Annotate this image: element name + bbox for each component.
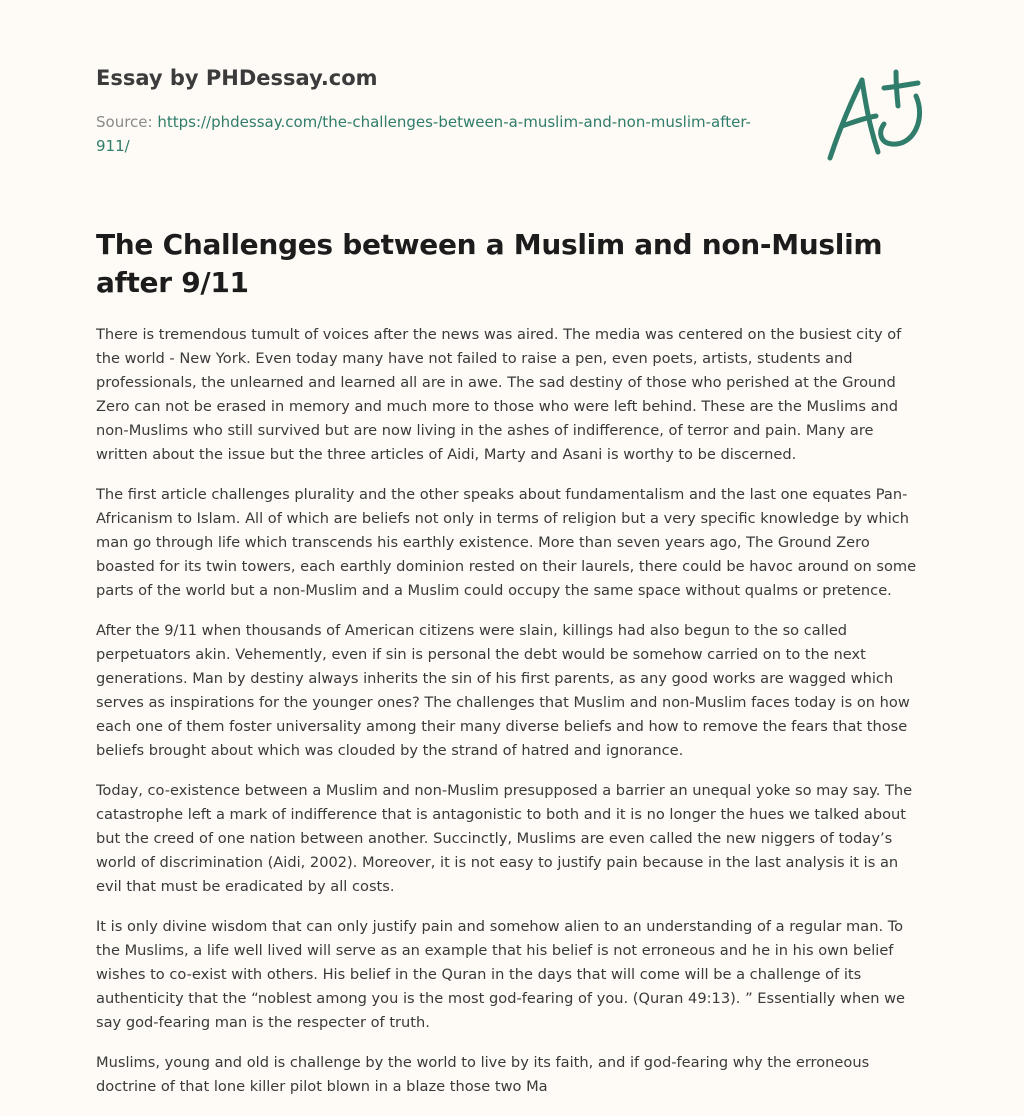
site-header <box>96 64 776 158</box>
source-link[interactable]: https://phdessay.com/the-challenges-between-a-muslim-and-non-muslim-after-911/ <box>96 113 751 155</box>
essay-title: The Challenges between a Muslim and non-Muslim after 9/11 <box>96 228 883 299</box>
site-brand: Essay by PHDessay.com <box>96 66 378 90</box>
essay-paragraph: It is only divine wisdom that can only justify pain and somehow alien to an understanding of a regular man. To the Muslims, a life well lived will serve as an example that his belief is not erroneous and he in his own belief wishes to co-exist with others. His belief in the Quran in the days that will come will be a challenge of its authenticity that the “noblest among you is the most god-fearing of you. (Quran 49:13). ” Essentially when we say god-fearing man is the respecter of truth. <box>96 918 905 1031</box>
source-label: Source: <box>96 113 158 131</box>
source-line <box>96 110 756 158</box>
essay-paragraph: Today, co-existence between a Muslim and non-Muslim presupposed a barrier an unequal yoke so may say. The catastrophe left a mark of indifference that is antagonistic to both and it is no longer the hues we talked about but the creed of one nation between another. Succinctly, Muslims are even called the new niggers of today’s world of discrimination (Aidi, 2002). Moreover, it is not easy to justify pain because in the last analysis it is an evil that must be eradicated by all costs. <box>96 782 913 895</box>
a-plus-grade-icon <box>820 66 930 166</box>
essay-body <box>96 323 928 1115</box>
essay-paragraph: There is tremendous tumult of voices after the news was aired. The media was centered on the busiest city of the world - New York. Even today many have not failed to raise a pen, even poets, artists, students and professionals, the unlearned and learned all are in awe. The sad destiny of those who perished at the Ground Zero can not be erased in memory and much more to those who were left behind. These are the Muslims and non-Muslims who still survived but are now living in the ashes of indifference, of terror and pain. Many are written about the issue but the three articles of Aidi, Marty and Asani is worthy to be discerned. <box>96 326 902 463</box>
essay-paragraph: The first article challenges plurality and the other speaks about fundamentalism and the last one equates Pan-Africanism to Islam. All of which are beliefs not only in terms of religion but a very specific knowledge by which man go through life which transcends his earthly existence. More than seven years ago, The Ground Zero boasted for its twin towers, each earthly dominion rested on their laurels, there could be havoc around on some parts of the world but a non-Muslim and a Muslim could occupy the same space without qualms or pretence. <box>96 486 917 599</box>
essay-paragraph: Muslims, young and old is challenge by the world to live by its faith, and if god-fearing why the erroneous doctrine of that lone killer pilot blown in a blaze those two Ma <box>96 1054 870 1095</box>
essay-paragraph: After the 9/11 when thousands of American citizens were slain, killings had also begun to the so called perpetuators akin. Vehemently, even if sin is personal the debt would be somehow carried on to the next generations. Man by destiny always inherits the sin of his first parents, as any good works are wagged which serves as inspirations for the younger ones? The challenges that Muslim and non-Muslim faces today is on how each one of them foster universality among their many diverse beliefs and how to remove the fears that those beliefs brought about which was clouded by the strand of hatred and ignorance. <box>96 622 910 759</box>
